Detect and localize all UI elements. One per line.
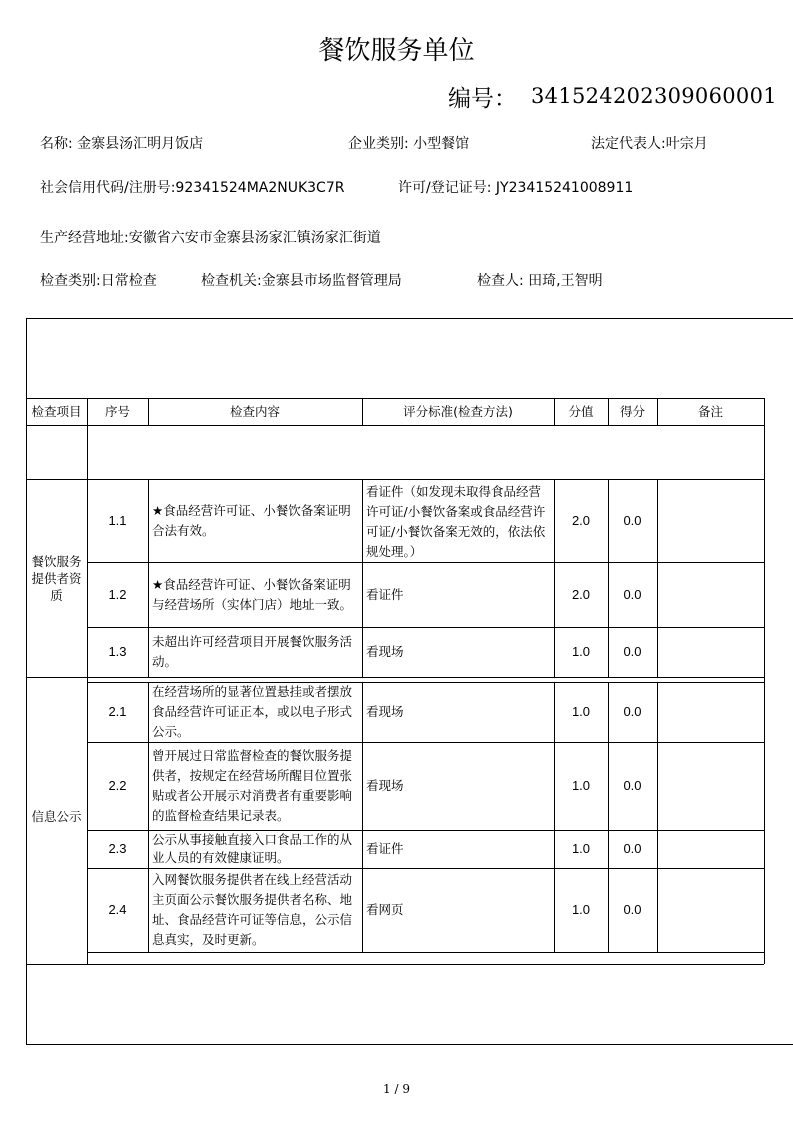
business-address: 生产经营地址:安徽省六安市金寨县汤家汇镇汤家汇街道 (40, 230, 381, 246)
row-got: 0.0 (623, 902, 642, 917)
enterprise-category: 企业类别: 小型餐馆 (348, 136, 470, 152)
header-no: 序号 (104, 403, 130, 419)
legal-representative: 法定代表人:叶宗月 (591, 136, 708, 152)
row-score: 2.0 (571, 512, 591, 528)
row-got: 0.0 (623, 704, 642, 719)
row-method: 看现场 (366, 644, 404, 659)
header-item: 检查项目 (31, 403, 82, 419)
row-score: 2.0 (571, 586, 591, 602)
row-score: 1.0 (571, 704, 591, 719)
row-note (657, 562, 764, 627)
inspection-agency: 检查机关:金寨县市场监督管理局 (201, 273, 402, 289)
header-got: 得分 (619, 403, 645, 419)
row-note (657, 627, 764, 677)
row-note (657, 682, 764, 742)
row-note (657, 830, 764, 868)
header-method: 评分标准(检查方法) (403, 403, 513, 419)
row-content: ★食品经营许可证、小餐饮备案证明与经营场所（实体门店）地址一致。 (152, 576, 353, 612)
row-content: 未超出许可经营项目开展餐饮服务活动。 (152, 634, 353, 669)
inspection-type: 检查类别:日常检查 (40, 273, 157, 289)
header-note: 备注 (697, 403, 723, 419)
row-method: 看现场 (366, 704, 404, 719)
row-got: 0.0 (623, 778, 642, 793)
row-got: 0.0 (623, 586, 642, 602)
header-score: 分值 (568, 403, 594, 419)
row-number: 1.1 (108, 512, 127, 528)
row-got: 0.0 (623, 512, 642, 528)
group-name: 信息公示 (31, 809, 82, 824)
row-score: 1.0 (571, 778, 591, 793)
row-score: 1.0 (571, 841, 591, 856)
row-content: 曾开展过日常监督检查的餐饮服务提供者，按规定在经营场所醒目位置张贴或者公开展示对消费者有重要影响的监督检查结果记录表。 (152, 748, 353, 823)
row-got: 0.0 (623, 644, 642, 659)
row-content: 公示从事接触直接入口食品工作的从业人员的有效健康证明。 (152, 832, 353, 865)
page-title: 餐饮服务单位 (318, 36, 475, 66)
row-content: 在经营场所的显著位置悬挂或者摆放食品经营许可证正本，或以电子形式公示。 (152, 684, 353, 739)
row-content: ★食品经营许可证、小餐饮备案证明合法有效。 (152, 502, 351, 538)
header-content: 检查内容 (229, 403, 280, 419)
page-number: 1 / 9 (383, 1082, 410, 1096)
group-name: 餐饮服务提供者资质 (31, 553, 82, 603)
row-method: 看证件 (366, 841, 404, 856)
row-score: 1.0 (571, 644, 591, 659)
row-note (657, 742, 764, 830)
row-method: 看现场 (366, 778, 404, 793)
credit-code: 社会信用代码/注册号:92341524MA2NUK3C7R (40, 180, 345, 196)
row-number: 2.2 (108, 778, 127, 793)
row-number: 1.3 (108, 644, 127, 659)
inspectors: 检查人: 田琦,王智明 (477, 273, 603, 289)
row-score: 1.0 (571, 902, 591, 917)
row-number: 2.3 (108, 841, 127, 856)
row-note (657, 479, 764, 562)
row-number: 1.2 (108, 586, 127, 602)
row-method: 看证件（如发现未取得食品经营许可证/小餐饮备案或食品经营许可证/小餐饮备案无效的，依法依规处理。） (366, 484, 546, 559)
row-number: 2.4 (108, 902, 127, 917)
doc-number-value: 341524202309060001 (531, 84, 777, 108)
row-note (657, 868, 764, 952)
unit-name: 名称: 金寨县汤汇明月饭店 (40, 136, 204, 152)
license-number: 许可/登记证号: JY23415241008911 (398, 180, 634, 196)
row-method: 看证件 (366, 586, 404, 602)
row-content: 入网餐饮服务提供者在线上经营活动主页面公示餐饮服务提供者名称、地址、食品经营许可证等信息，公示信息真实，及时更新。 (152, 872, 353, 947)
doc-number-label: 编号： (448, 86, 517, 112)
row-number: 2.1 (108, 704, 127, 719)
row-method: 看网页 (366, 902, 404, 917)
row-got: 0.0 (623, 841, 642, 856)
